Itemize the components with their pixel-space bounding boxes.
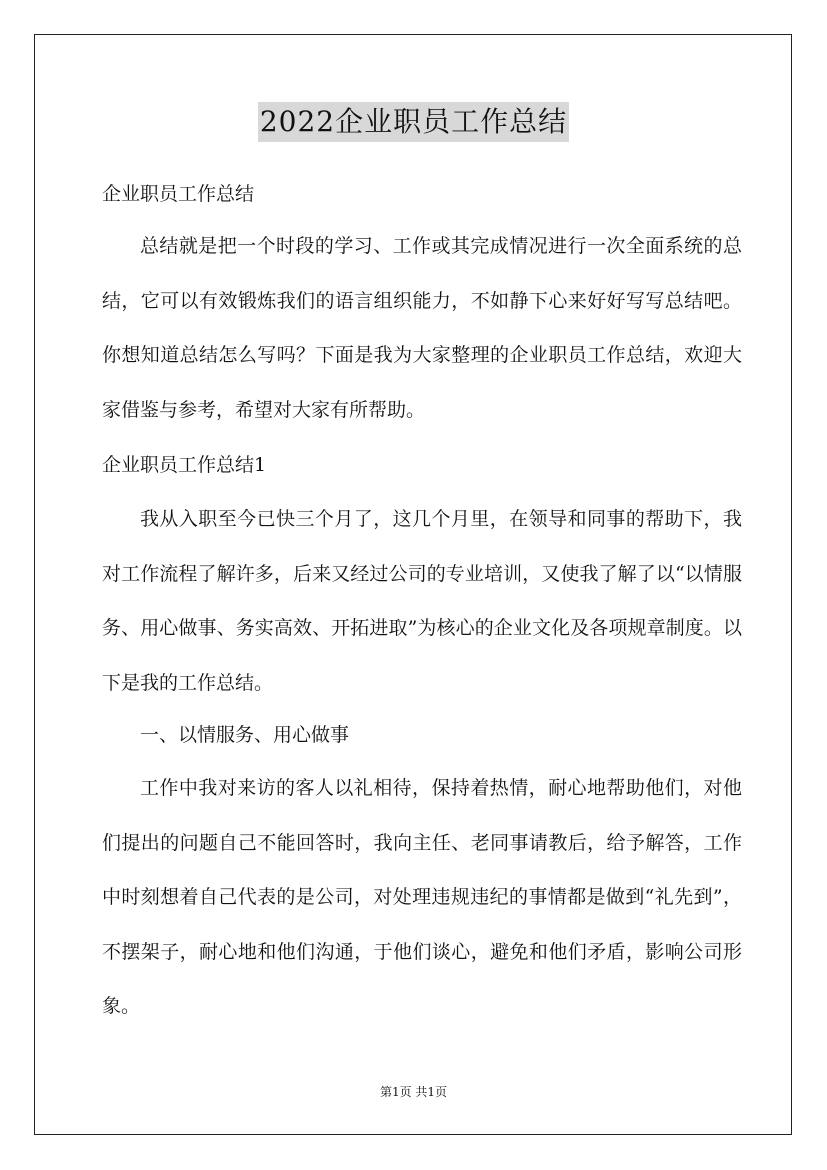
page-footer: 第1页 共1页 — [379, 1085, 448, 1099]
title-container — [0, 102, 827, 142]
intro-paragraph: 总结就是把一个时段的学习、工作或其完成情况进行一次全面系统的总结，它可以有效锻炼我们的语言组织能力，不如静下心来好好写写总结吧。你想知道总结怎么写吗？下面是我为大家整理的企业职员工作总结，欢迎大家借鉴与参考，希望对大家有所帮助。 — [102, 235, 742, 421]
section1-heading: 企业职员工作总结1 — [102, 454, 267, 476]
subsection1-paragraph: 工作中我对来访的客人以礼相待，保持着热情，耐心地帮助他们，对他们提出的问题自己不能回答时，我向主任、老同事请教后，给予解答，工作中时刻想着自己代表的是公司，对处理违规违纪的事情都是做到“礼先到”，不摆架子，耐心地和他们沟通，于他们谈心，避免和他们矛盾，影响公司形象。 — [102, 777, 742, 1017]
document-title: 2022企业职员工作总结 — [258, 102, 569, 142]
section1-paragraph: 我从入职至今已快三个月了，这几个月里，在领导和同事的帮助下，我对工作流程了解许多，后来又经过公司的专业培训，又使我了解了以“以情服务、用心做事、务实高效、开拓进取”为核心的企业文化及各项规章制度。以下是我的工作总结。 — [102, 508, 742, 694]
intro-heading: 企业职员工作总结 — [102, 183, 255, 205]
subsection1-heading: 一、以情服务、用心做事 — [140, 724, 350, 746]
